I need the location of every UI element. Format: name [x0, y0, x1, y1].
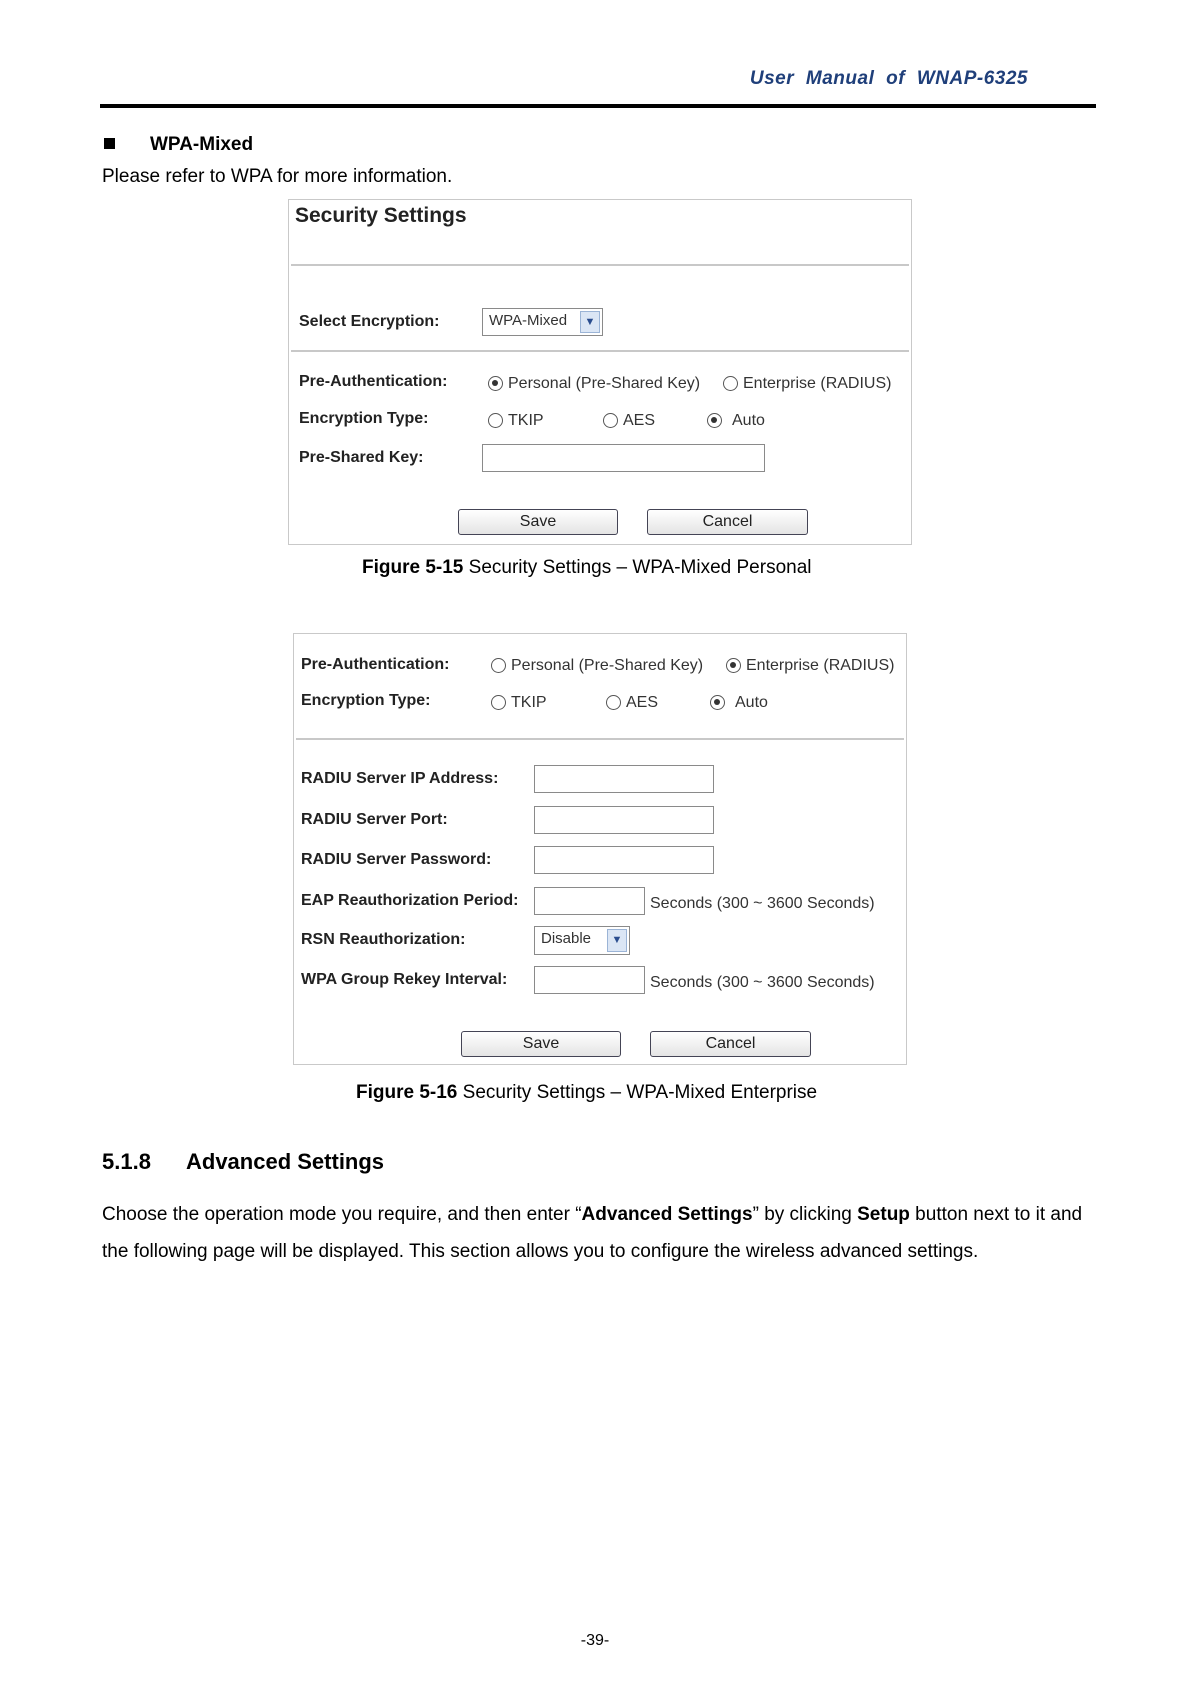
- eap-reauth-input[interactable]: [534, 887, 645, 915]
- rsn-reauth-value: Disable: [541, 930, 592, 947]
- pre-auth-personal-label: Personal (Pre-Shared Key): [508, 375, 701, 392]
- divider: [291, 264, 909, 266]
- rsn-reauth-select[interactable]: [534, 926, 630, 955]
- encryption-select-value: WPA-Mixed: [489, 312, 568, 329]
- radius-ip-input[interactable]: [534, 765, 714, 793]
- enc-aes-radio[interactable]: [606, 695, 621, 710]
- section-title: WPA-Mixed: [150, 134, 254, 155]
- para-text: ” by clicking: [752, 1204, 858, 1225]
- bullet-square-icon: [104, 138, 115, 149]
- rsn-reauth-label: RSN Reauthorization:: [301, 931, 466, 948]
- figure-caption-text: Security Settings – WPA-Mixed Enterprise: [457, 1082, 818, 1103]
- pre-auth-enterprise-radio[interactable]: [723, 376, 738, 391]
- para-text: Choose the operation mode you require, and then enter “: [102, 1204, 582, 1225]
- heading-number: 5.1.8: [102, 1149, 151, 1174]
- security-settings-panel-personal: [288, 199, 912, 545]
- chevron-down-icon[interactable]: ▼: [607, 929, 627, 952]
- panel-title: Security Settings: [295, 204, 467, 227]
- encryption-type-label: Encryption Type:: [301, 692, 431, 709]
- manual-header-title: User Manual of WNAP-6325: [749, 68, 1028, 89]
- enc-tkip-radio[interactable]: [488, 413, 503, 428]
- enc-aes-label: AES: [626, 694, 659, 711]
- radius-port-input[interactable]: [534, 806, 714, 834]
- radius-ip-label: RADIU Server IP Address:: [301, 770, 499, 787]
- save-button[interactable]: Save: [458, 509, 618, 535]
- psk-label: Pre-Shared Key:: [299, 449, 424, 466]
- enc-tkip-label: TKIP: [511, 694, 547, 711]
- divider: [291, 350, 909, 352]
- enc-auto-radio[interactable]: [710, 695, 725, 710]
- pre-auth-enterprise-radio[interactable]: [726, 658, 741, 673]
- encryption-type-label: Encryption Type:: [299, 410, 429, 427]
- enc-auto-radio[interactable]: [707, 413, 722, 428]
- select-encryption-label: Select Encryption:: [299, 313, 440, 330]
- enc-aes-radio[interactable]: [603, 413, 618, 428]
- eap-reauth-hint: Seconds (300 ~ 3600 Seconds): [650, 895, 875, 912]
- radius-password-label: RADIU Server Password:: [301, 851, 492, 868]
- pre-auth-personal-label: Personal (Pre-Shared Key): [511, 657, 704, 674]
- figure-caption-text: Security Settings – WPA-Mixed Personal: [463, 557, 812, 578]
- chevron-down-icon[interactable]: ▼: [580, 311, 600, 333]
- enc-auto-label: Auto: [735, 694, 768, 711]
- para-bold: Setup: [857, 1204, 910, 1225]
- enc-tkip-radio[interactable]: [491, 695, 506, 710]
- pre-auth-label: Pre-Authentication:: [299, 373, 448, 390]
- advanced-settings-heading: [102, 1149, 384, 1175]
- para-text: button next to it and the following page will be displayed. This section allows you to configure the wireless advanced settings.: [102, 1204, 1083, 1262]
- wpa-rekey-hint: Seconds (300 ~ 3600 Seconds): [650, 974, 875, 991]
- pre-auth-enterprise-label: Enterprise (RADIUS): [743, 375, 892, 392]
- pre-auth-label: Pre-Authentication:: [301, 656, 450, 673]
- figure-caption-2: [356, 1082, 817, 1104]
- psk-input[interactable]: [482, 444, 765, 472]
- section-intro: Please refer to WPA for more information.: [102, 166, 453, 187]
- page-number: -39-: [580, 1632, 610, 1649]
- pre-auth-personal-radio[interactable]: [491, 658, 506, 673]
- para-bold: Advanced Settings: [581, 1204, 753, 1225]
- wpa-rekey-input[interactable]: [534, 966, 645, 994]
- radius-port-label: RADIU Server Port:: [301, 811, 448, 828]
- divider: [296, 738, 904, 740]
- enc-auto-label: Auto: [732, 412, 765, 429]
- encryption-select[interactable]: [482, 308, 603, 336]
- wpa-rekey-label: WPA Group Rekey Interval:: [301, 971, 508, 988]
- cancel-button[interactable]: Cancel: [647, 509, 808, 535]
- heading-title: Advanced Settings: [186, 1149, 385, 1174]
- security-settings-panel-enterprise: [293, 633, 907, 1065]
- header-rule: [100, 104, 1096, 108]
- radius-password-input[interactable]: [534, 846, 714, 874]
- eap-reauth-label: EAP Reauthorization Period:: [301, 892, 519, 909]
- figure-caption-1: [362, 557, 812, 579]
- pre-auth-enterprise-label: Enterprise (RADIUS): [746, 657, 895, 674]
- save-button[interactable]: Save: [461, 1031, 621, 1057]
- figure-number: Figure 5-16: [356, 1082, 458, 1103]
- figure-number: Figure 5-15: [362, 557, 464, 578]
- enc-aes-label: AES: [623, 412, 656, 429]
- advanced-settings-paragraph: [102, 1196, 1102, 1270]
- enc-tkip-label: TKIP: [508, 412, 544, 429]
- pre-auth-personal-radio[interactable]: [488, 376, 503, 391]
- cancel-button[interactable]: Cancel: [650, 1031, 811, 1057]
